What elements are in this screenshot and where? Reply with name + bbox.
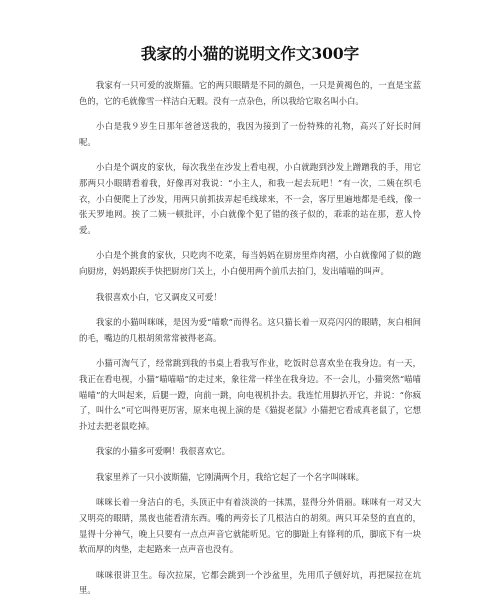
- paragraph: 咪咪很讲卫生。每次拉屎，它都会跳到一个沙盆里，先用爪子刨好坑，再把屎拉在坑里。: [79, 569, 421, 596]
- paragraph: 我家里养了一只小波斯猫，它刚满两个月，我给它起了一个名字叫咪咪。: [96, 471, 364, 482]
- document-body: [79, 78, 421, 609]
- paragraph: 小猫可淘气了，经常跳到我的书桌上看我写作业，吃饭时总喜欢坐在我身边。有一天，我正在看电视，小猫“喵喵喵”的走过来，象往常一样坐在我身边。不一会儿，小猫突然“喵喵喵喵”的大叫起来，后腿一蹬，向前一跳，向电视机扑去。我连忙用脚扒开它，并说：“你疯了，叫什么”可它叫得更厉害，原来电视上演的是《猫捉老鼠》小猫把它看成真老鼠了，它想扑过去把老鼠吃掉。: [79, 358, 421, 431]
- paragraph: 小白是个挑食的家伙，只吃肉不吃菜，每当妈妈在厨房里炸肉褶，小白就像闻了似的跑向厨房，妈妈跟疾手快把厨房门关上，小白便用两个前爪去拍门，发出喵喵的叫声。: [79, 250, 421, 276]
- paragraph: 咪咪长着一身洁白的毛，头顶正中有着淡淡的一抹黑，显得分外俏丽。咪咪有一对又大又明亮的眼睛，黑夜也能看清东西。嘴的两旁长了几根洁白的胡须。两只耳朵竖的直直的，显得十分神气，晚上只要有一点点声音它就能听见。它的脚趾上有锋利的爪，脚底下有一块软而厚的肉垫，走起路来一点声音也没有。: [79, 497, 421, 555]
- paragraph: 小白是我９岁生日那年爸爸送我的，我因为接到了一份特殊的礼物，高兴了好长时间呢。: [79, 121, 421, 147]
- paragraph: 我家的小猫叫咪咪，是因为爱“喵歌”而得名。这只猫长着一双亮闪闪的眼睛，灰白相间的毛，嘴边的几根胡须常常被得老高。: [79, 317, 421, 343]
- paragraph: 我很喜欢小白，它又调皮又可爱！: [96, 291, 222, 302]
- paragraph: 小白是个调皮的家伙，每次我坐在沙发上看电视，小白就跑到沙发上蹭蹭我的手，用它那两只小眼睛看着我，好像再对我说：“小主人，和我一起去玩吧！”有一次，二姨在织毛衣，小白便爬上了沙发，用两只前抓拔弄起毛线球来，不一会，客厅里遍地都是毛线，像一张天罗地网。挨了二姨一顿批评，小白就像个犯了错的孩子似的，乖乖的站在那，惹人怜爱。: [79, 162, 421, 235]
- document-title: 我家的小猫的说明文作文300字: [140, 44, 360, 63]
- paragraph: 我家有一只可爱的波斯猫。它的两只眼睛是不同的颜色，一只是黄褐色的，一直是宝蓝色的，它的毛就像雪一样洁白无暇。没有一点杂色，所以我给它取名叫小白。: [79, 80, 421, 106]
- paragraph: 我家的小猫多可爱啊！我很喜欢它。: [96, 446, 230, 457]
